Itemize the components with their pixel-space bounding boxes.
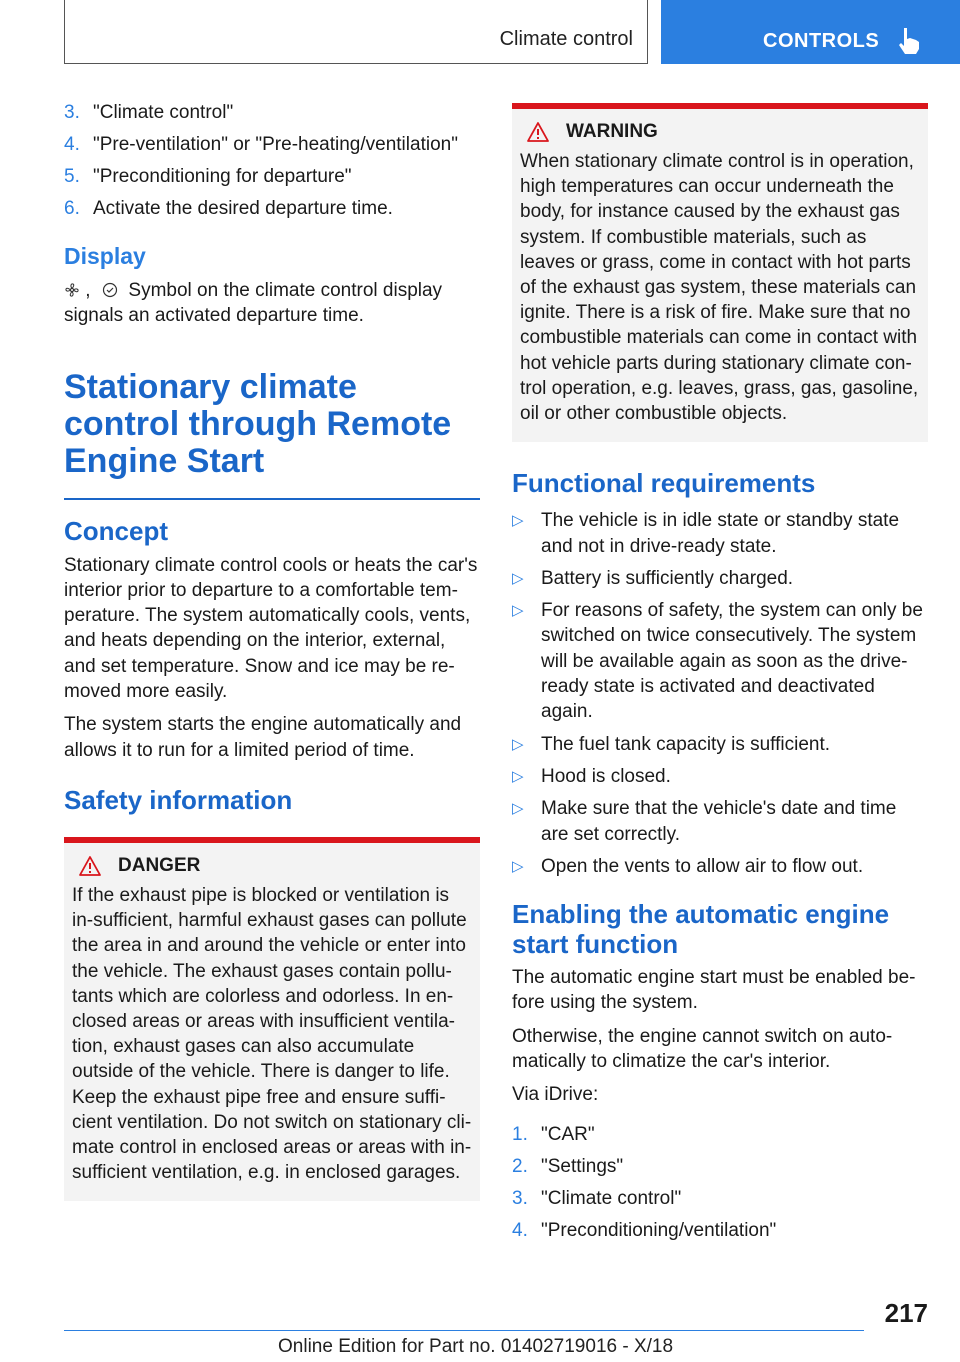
steps-list-top (64, 100, 480, 221)
page-number: 217 (884, 1298, 928, 1328)
section-title: Climate control (499, 28, 633, 50)
list-item: ▷ Battery is sufficiently charged. (512, 567, 794, 589)
display-description: , Symbol on the climate control display signals an activated departure time. (64, 280, 443, 327)
fan-icon (64, 282, 80, 298)
warning-box (512, 103, 928, 442)
header-section-box (64, 0, 648, 64)
list-item: 4. "Pre-ventilation" or "Pre-heating/ventilation" (64, 134, 458, 155)
list-item: 3. "Climate control" (64, 102, 234, 123)
safety-heading: Safety information (64, 784, 293, 815)
list-item: ▷ Open the vents to allow air to flow out. (512, 855, 864, 877)
display-heading: Display (64, 243, 146, 269)
enable-paragraph-2: Otherwise, the engine cannot switch on auto‐matically to climatize the car's interior. (512, 1025, 893, 1072)
list-item: ▷ Hood is closed. (512, 765, 671, 787)
main-heading: Stationary climate control through Remote Engine Start (64, 367, 452, 480)
warning-triangle-icon (526, 121, 550, 143)
list-item: 2. "Settings" (512, 1155, 624, 1177)
left-column (64, 100, 480, 1201)
list-item: ▷ Make sure that the vehicle's date and time are set correctly. (512, 798, 897, 845)
edition-label: Online Edition for Part no. 01402719016 - X/18 (278, 1336, 674, 1357)
danger-title: DANGER (72, 855, 472, 877)
enable-paragraph-3: Via iDrive: (512, 1084, 599, 1106)
concept-paragraph-1: Stationary climate control cools or heats the car's interior prior to departure to a comfortable tem‐perature. The system automatically cools, vents, and heats depending on the interior, external, and set temperature. Snow and ice may be re‐moved more easily. (64, 554, 478, 703)
warning-text: When stationary climate control is in operation, high temperatures can occur underneath the body, for instance caused by the exhaust gas system. If combustible materials, such as leaves or grass, come in contact with hot parts of the exhaust gas system, these materials can ignite. There is a risk of fire. Make sure that no combustible materials can come in contact with hot vehicle parts during stationary climate con‐trol operation, e.g. leaves, grass, gas, gasoline, oil or other combustible objects. (520, 151, 919, 425)
warning-title: WARNING (520, 121, 920, 143)
steps-list-bottom (512, 1122, 928, 1243)
concept-heading: Concept (64, 515, 168, 546)
functional-requirements-heading: Functional requirements (512, 468, 816, 499)
list-item: ▷ The fuel tank capacity is sufficient. (512, 733, 831, 755)
heading-divider (64, 498, 480, 500)
warning-triangle-icon (78, 855, 102, 877)
danger-text: If the exhaust pipe is blocked or ventilation is in‐sufficient, harmful exhaust gases can pollute the area in and around the vehicle or enter into the vehicle. The exhaust gases contain pollu‐tants which are colorless and odorless. In en‐closed areas or areas with insufficient ventila‐tion, exhaust gases can also accumulate outside of the vehicle. There is danger to life. Keep the exhaust pipe free and ensure suffi‐cient ventilation. Do not switch on stationary cli‐mate control in enclosed areas or areas with in‐sufficient ventilation, e.g. in enclosed garages. (72, 884, 472, 1184)
enable-paragraph-1: The automatic engine start must be enabled be‐fore using the system. (512, 967, 916, 1014)
list-item: ▷ The vehicle is in idle state or standby state and not in drive-ready state. (512, 510, 900, 557)
requirements-list (512, 508, 928, 879)
clock-icon (102, 282, 118, 298)
list-item: 3. "Climate control" (512, 1187, 682, 1209)
danger-box (64, 837, 480, 1201)
enable-heading: Enabling the automatic engine start function (512, 899, 890, 960)
footer-divider (64, 1330, 864, 1331)
list-item: ▷ For reasons of safety, the system can only be switched on twice consecutively. The system will be available again as soon as the drive-ready state is activated and deactivated again. (512, 600, 923, 723)
chapter-tab[interactable] (661, 0, 960, 64)
list-item: 4. "Preconditioning/ventilation" (512, 1219, 777, 1241)
list-item: 1. "CAR" (512, 1123, 595, 1145)
list-item: 6. Activate the desired departure time. (64, 198, 393, 219)
pointing-hand-icon (895, 26, 921, 54)
chapter-title: CONTROLS (763, 30, 880, 52)
right-column (512, 103, 928, 1250)
list-item: 5. "Preconditioning for departure" (64, 166, 352, 187)
concept-paragraph-2: The system starts the engine automatically and allows it to run for a limited period of time. (64, 714, 462, 761)
